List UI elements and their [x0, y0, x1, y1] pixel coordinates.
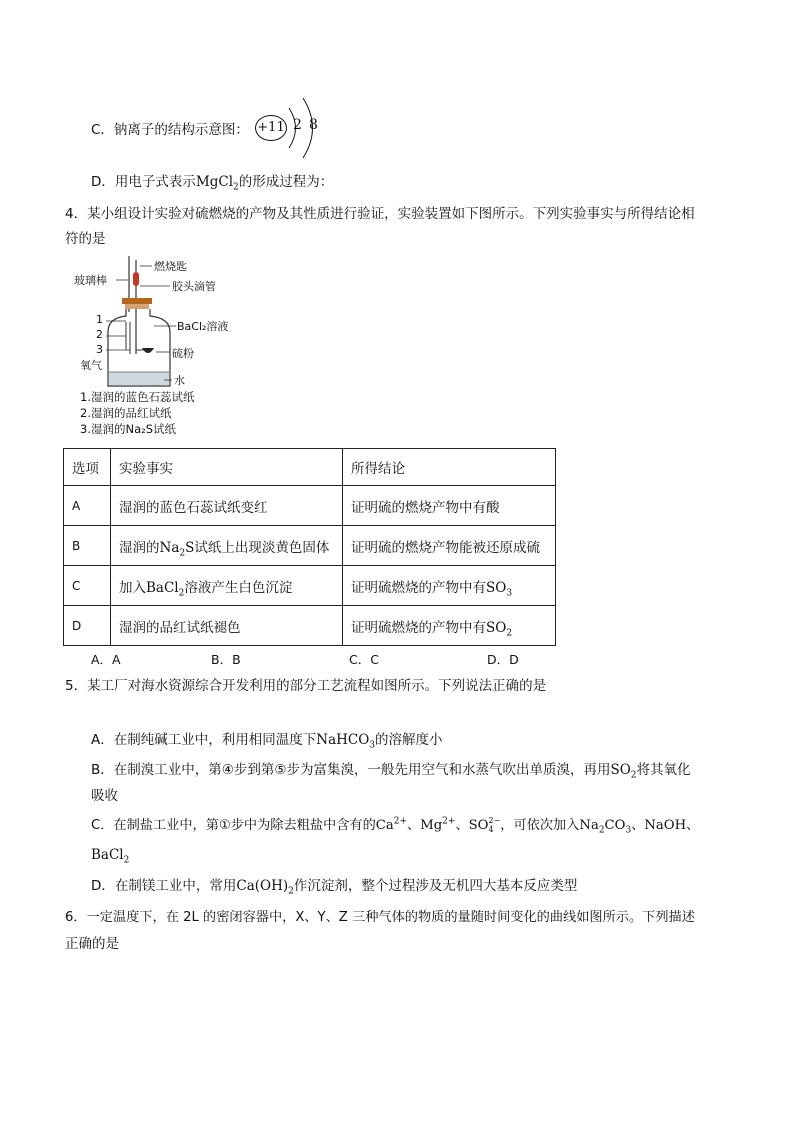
- row-b-s: S: [185, 539, 195, 556]
- q5-option-b-line1: [91, 760, 691, 780]
- row-c-fact-pre: 加入: [119, 579, 146, 596]
- row-a-fact: 湿润的蓝色石蕊试纸变红: [111, 486, 343, 526]
- row-d-conc-pre: 证明硫燃烧的产物中有: [351, 619, 486, 636]
- q5-option-c-line1: [91, 816, 699, 836]
- header-fact: 实验事实: [111, 449, 343, 486]
- row-a-option: A: [64, 486, 111, 526]
- row-b-conclusion: 证明硫的燃烧产物能被还原成硫: [343, 526, 556, 566]
- choice-b: B．B: [211, 652, 241, 667]
- legend-3: 3.湿润的Na₂S试纸: [80, 422, 177, 436]
- table-header-row: [64, 449, 556, 486]
- row-b-option: B: [64, 526, 111, 566]
- legend-1: 1.湿润的蓝色石蕊试纸: [80, 390, 195, 404]
- q4-stem-line1: 4．某小组设计实验对硫燃烧的产物及其性质进行验证，实验装置如下图所示。下列实验事实与所得结论相: [65, 206, 695, 222]
- row-d-conc-sub: 2: [506, 628, 513, 639]
- q5-option-c-line2: [91, 845, 129, 865]
- q4-stem-line2: 符的是: [65, 231, 106, 247]
- q5-d-pre: D．在制镁工业中，常用: [91, 878, 237, 894]
- row-a-conclusion: 证明硫的燃烧产物中有酸: [343, 486, 556, 526]
- q5-b-post: 将其氧化: [636, 762, 691, 778]
- sep-1: 、: [407, 818, 421, 833]
- q6-stem-line1: 6．一定温度下，在 2L 的密闭容器中，X、Y、Z 三种气体的物质的量随时间变化的曲线如图所示。下列描述: [65, 910, 695, 925]
- sep-4: 、: [686, 818, 700, 833]
- mg-charge: 2+: [442, 816, 456, 827]
- sodium-ion-diagram: [90, 96, 330, 166]
- table-row: [64, 566, 556, 606]
- header-option: 选项: [64, 449, 111, 486]
- label-oxygen: 氧气: [80, 359, 102, 372]
- nahco3-main: NaHCO: [316, 732, 370, 748]
- label-rod: 玻璃棒: [74, 274, 107, 287]
- bacl2-sub: 2: [123, 855, 130, 866]
- na2co3-sub2: 3: [625, 825, 632, 836]
- caoh2-main: Ca(OH): [236, 878, 289, 894]
- label-2: 2: [96, 328, 103, 341]
- mgcl2-formula: [195, 174, 239, 193]
- q5-a-post: 的溶解度小: [375, 732, 443, 748]
- apparatus-figure: [66, 254, 266, 442]
- q6-stem-line2: 正确的是: [65, 936, 119, 952]
- nucleus-charge: +11: [257, 120, 285, 135]
- row-d-option: D: [64, 606, 111, 646]
- table-row: [64, 606, 556, 646]
- table-row: [64, 526, 556, 566]
- nahco3-sub: 3: [369, 740, 376, 751]
- q5-option-b-line2: 吸收: [91, 788, 118, 804]
- so4-ion: SO: [468, 818, 489, 833]
- row-c-sub: 2: [178, 588, 185, 599]
- q3-d-suffix: 的形成过程为：: [238, 174, 334, 190]
- shell-2-count: 8: [309, 117, 318, 133]
- choice-d: D．D: [487, 652, 519, 667]
- q5-stem: 5．某工厂对海水资源综合开发利用的部分工艺流程如图所示。下列说法正确的是: [65, 678, 547, 694]
- table-row: [64, 486, 556, 526]
- label-dropper: 胶头滴管: [172, 280, 216, 293]
- na2co3-co: CO: [604, 818, 626, 833]
- mg-ion: Mg: [420, 818, 443, 833]
- label-water: 水: [174, 374, 185, 387]
- row-c-so: SO: [486, 579, 507, 596]
- row-c-bacl: BaCl: [146, 579, 179, 596]
- row-b-fact-pre: 湿润的: [119, 539, 160, 556]
- ca-ion: Ca: [375, 818, 394, 833]
- q3-c-text: C．钠离子的结构示意图：: [91, 122, 249, 138]
- q5-option-a: [91, 730, 443, 750]
- q3-option-d: [91, 172, 333, 192]
- naoh: NaOH: [644, 818, 687, 833]
- q5-option-d: [91, 876, 577, 896]
- row-c-option: C: [64, 566, 111, 606]
- row-d-so: SO: [486, 619, 507, 636]
- label-1: 1: [96, 313, 103, 326]
- so4-indices: [488, 816, 500, 834]
- na2co3-na: Na: [579, 818, 599, 833]
- label-bacl2: BaCl₂溶液: [177, 320, 229, 333]
- na2co3-sub1: 2: [598, 825, 605, 836]
- choice-a: A．A: [91, 652, 121, 667]
- header-conclusion: 所得结论: [343, 449, 556, 486]
- label-spoon: 燃烧匙: [154, 260, 187, 273]
- row-c-fact-post: 溶液产生白色沉淀: [184, 579, 293, 596]
- q5-c-mid: ，可依次加入: [500, 818, 580, 833]
- row-c-conc-sub: 3: [506, 588, 513, 599]
- row-b-fact: [111, 526, 343, 566]
- label-sulfur: 硫粉: [172, 347, 194, 360]
- so4-sub: 4: [488, 825, 494, 834]
- q5-a-pre: A．在制纯碱工业中，利用相同温度下: [91, 732, 317, 748]
- row-d-conclusion: [343, 606, 556, 646]
- choice-c: C．C: [349, 652, 379, 667]
- sep-3: 、: [631, 818, 645, 833]
- so2-sub: 2: [630, 770, 637, 781]
- shell-1-count: 2: [293, 117, 302, 133]
- options-table: [63, 448, 556, 646]
- q5-d-post: 作沉淀剂，整个过程涉及无机四大基本反应类型: [293, 878, 578, 894]
- row-c-fact: [111, 566, 343, 606]
- so4-charge: 2−: [488, 816, 501, 825]
- row-c-conclusion: [343, 566, 556, 606]
- row-b-fact-post: 试纸上出现淡黄色固体: [194, 539, 330, 556]
- mgcl2-sub: 2: [233, 182, 239, 193]
- q3-d-prefix: D．用电子式表示: [91, 174, 196, 190]
- q5-b-pre: B．在制溴工业中，第④步到第⑤步为富集溴，一般先用空气和水蒸气吹出单质溴，再用: [91, 762, 611, 778]
- mgcl2-main: MgCl: [195, 174, 234, 190]
- bacl2-main: BaCl: [91, 847, 124, 863]
- row-d-fact: 湿润的品红试纸褪色: [111, 606, 343, 646]
- row-b-na: Na: [159, 539, 180, 556]
- q5-c-pre: C．在制盐工业中，第①步中为除去粗盐中含有的: [91, 818, 376, 833]
- ca-charge: 2+: [393, 816, 408, 827]
- so2-main: SO: [610, 762, 631, 778]
- caoh2-sub: 2: [288, 886, 294, 897]
- row-c-conc-pre: 证明硫燃烧的产物中有: [351, 579, 486, 596]
- legend-2: 2.湿润的品红试纸: [80, 406, 172, 420]
- row-b-sub: 2: [179, 548, 186, 559]
- label-3: 3: [96, 343, 103, 356]
- sep-2: 、: [455, 818, 469, 833]
